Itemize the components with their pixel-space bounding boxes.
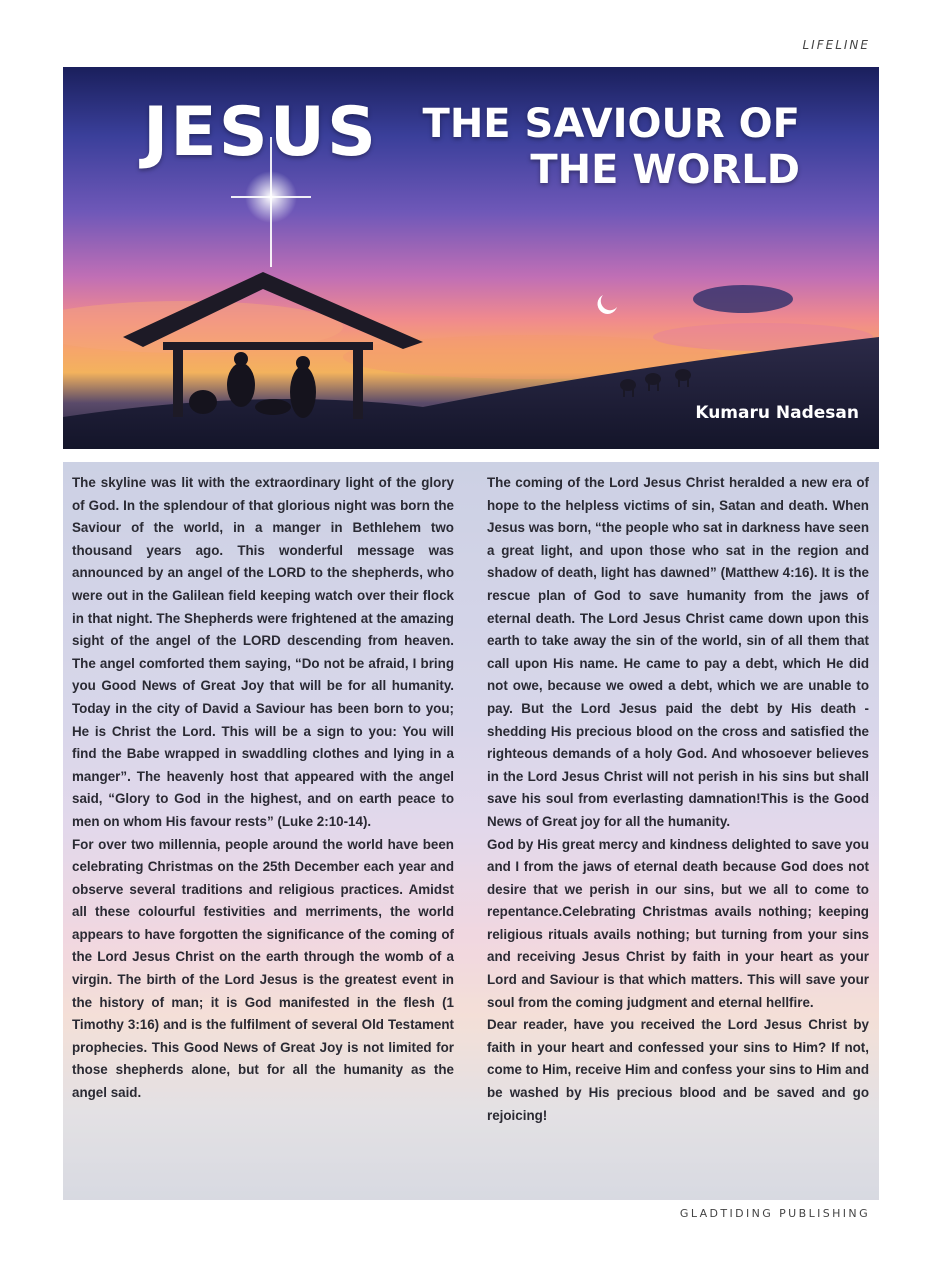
article-paragraph: For over two millennia, people around the world have been celebrating Christmas on the 25th December each year and observe several traditions and religious practices. Amidst all these colourful festivities and merriments, the world appears to have forgotten the significance of the coming of the Lord Jesus Christ on the earth through the womb of a virgin. The birth of the Lord Jesus is the greatest event in the history of man; it is God manifested in the flesh (1 Timothy 3:16) and is the fulfilment of several Old Testament prophecies. This Good News of Great Joy is not limited for those shepherds alone, but for all the humanity as the angel said. xyxy=(72,836,454,1101)
article-paragraph: Dear reader, have you received the Lord Jesus Christ by faith in your heart and confessed your sins to Him? If not, come to Him, receive Him and confess your sins to Him and be washed by His precious blood and be saved and go rejoicing! xyxy=(487,1017,869,1123)
author-name: Kumaru Nadesan xyxy=(695,403,859,423)
hero-banner xyxy=(63,67,879,449)
article-body xyxy=(63,462,879,1200)
article-column-right xyxy=(487,472,869,1127)
article-paragraph: God by His great mercy and kindness delighted to save you and I from the jaws of eternal death because God does not desire that we perish in our sins, but we all to come to repentance.Celebrating Christmas avails nothing; keeping religious rituals avails nothing; but turning from your sins and receiving Jesus Christ by faith in your heart as your Lord and Saviour is that which matters. This will save your soul from the coming judgment and eternal hellfire. xyxy=(487,836,869,1010)
title-subtitle-line1: THE SAVIOUR OF xyxy=(422,101,800,147)
article-paragraph: The coming of the Lord Jesus Christ heralded a new era of hope to the helpless victims of sin, Satan and death. When Jesus was born, “the people who sat in darkness have seen a great light, and upon those who sat in the region and shadow of death, light has dawned” (Matthew 4:16). It is the rescue plan of God to save humanity from the jaws of eternal death. The Lord Jesus Christ came down upon this earth to take away the sin of the world, sin of all them that call upon His name. He came to pay a debt, which He did not owe, because we owed a debt, which we are unable to pay. But the Lord Jesus paid the debt by His death - shedding His precious blood on the cross and satisfied the righteous demands of a holy God. And whosoever believes in the Lord Jesus Christ will not perish in his sins but shall save his soul from everlasting damnation!This is the Good News of Great joy for all the humanity. xyxy=(487,475,869,829)
publisher-footer: GLADTIDING PUBLISHING xyxy=(679,1207,870,1220)
section-label: LIFELINE xyxy=(802,38,870,52)
article-paragraph: The skyline was lit with the extraordinary light of the glory of God. In the splendour of that glorious night was born the Saviour of the world, in a manger in Bethlehem two thousand years ago. This wonderful message was announced by an angel of the LORD to the shepherds, who were out in the Galilean field keeping watch over their flock in that night. The Shepherds were frightened at the amazing sight of the angel of the LORD descending from heaven. The angel comforted them saying, “Do not be afraid, I bring you Good News of Great Joy that will be for all humanity. Today in the city of David a Saviour has been born to you; He is Christ the Lord. This will be a sign to you: You will find the Babe wrapped in swaddling clothes and lying in a manger”. The heavenly host that appeared with the angel said, “Glory to God in the highest, and on earth peace to men on whom His favour rests” (Luke 2:10-14). xyxy=(72,475,454,829)
title-main: JESUS xyxy=(143,93,378,172)
title-subtitle-line2: THE WORLD xyxy=(530,147,800,193)
article-column-left xyxy=(72,472,454,1105)
title-subtitle xyxy=(410,101,800,193)
